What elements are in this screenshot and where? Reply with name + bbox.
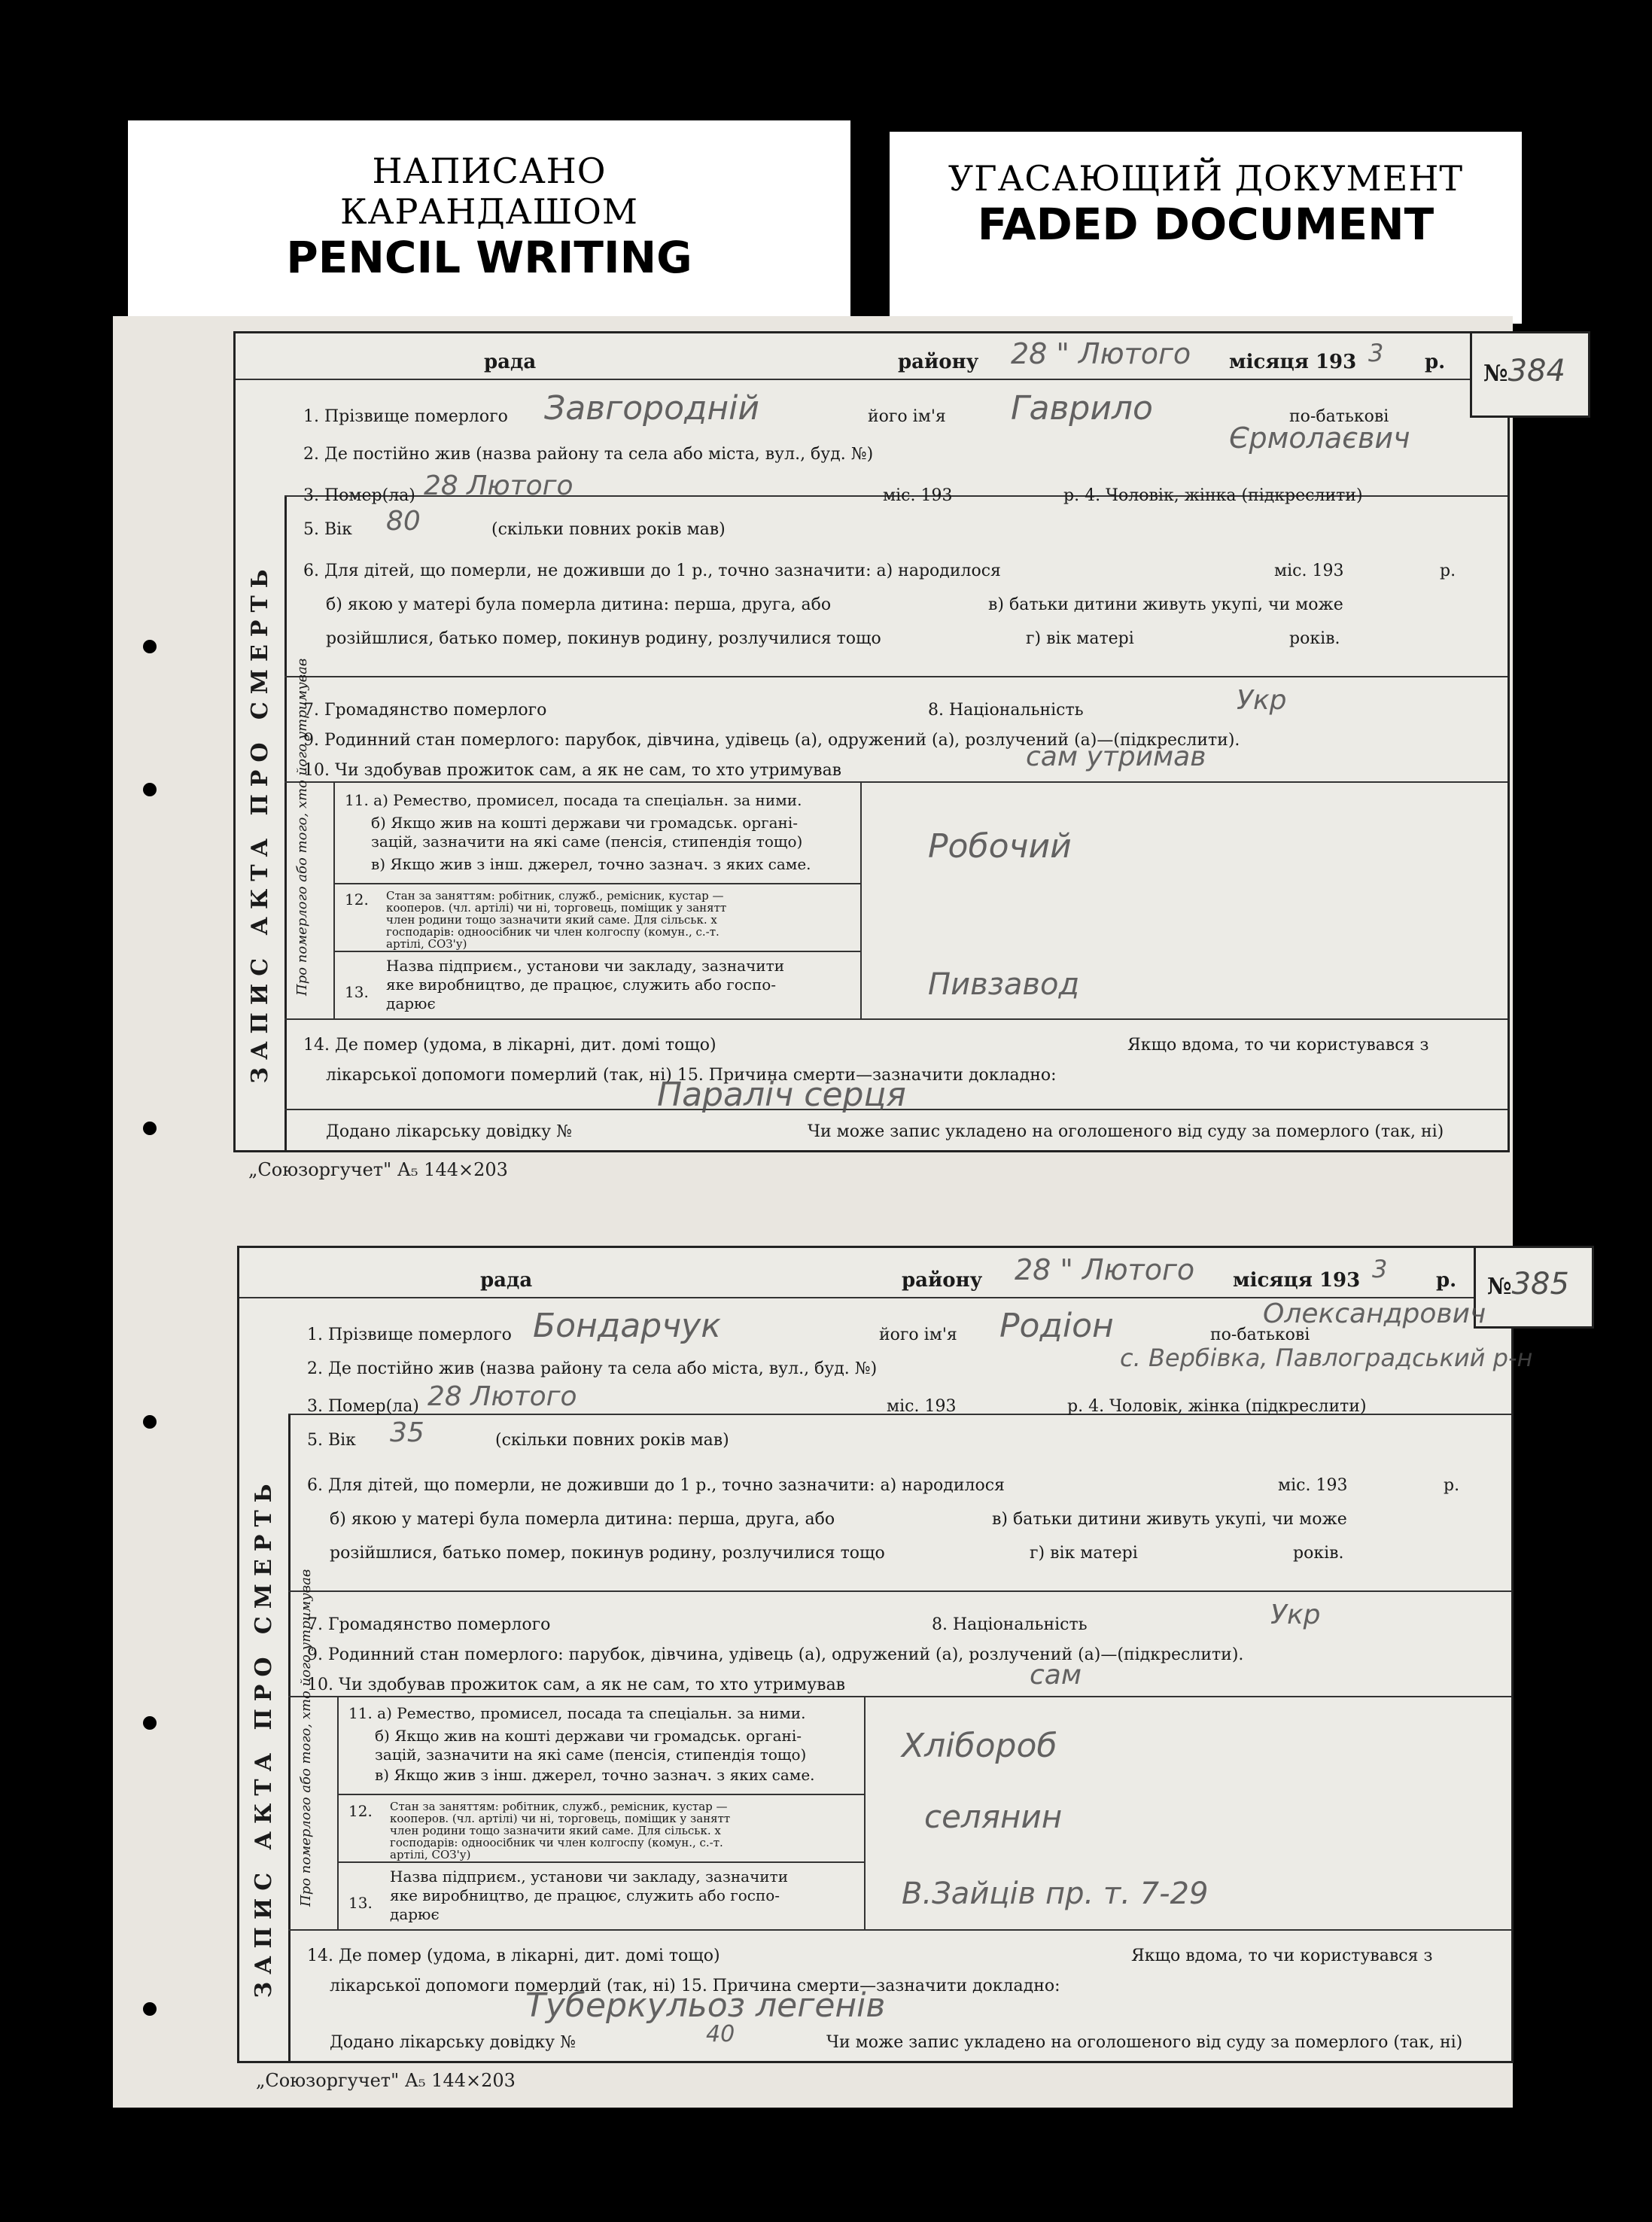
field-child-born-label: 6. Для дітей, що померли, не доживши до 1 р., точно зазначити: а) народилося: [303, 562, 1001, 580]
header-date: 28 " Лютого: [1011, 337, 1191, 370]
field-occupation: Хлібороб: [902, 1727, 1057, 1765]
field-month-label: міс. 193: [883, 486, 953, 505]
field-status-label-5: артілі, СОЗ'у): [386, 937, 467, 951]
field-nationality: Укр: [1270, 1600, 1321, 1630]
field-workplace-label-3: дарює: [386, 994, 436, 1012]
binding-hole: [143, 783, 157, 796]
field-status-label-4: господарів: одноосібник чи член колгоспу (комун., с.-т.: [386, 925, 720, 939]
label-en: FADED DOCUMENT: [977, 199, 1434, 250]
field-citizenship-label: 7. Громадянство померлого: [303, 701, 547, 720]
binding-hole: [143, 1415, 157, 1429]
death-record-385: [237, 1246, 1569, 2063]
label-ru-line2: КАРАНДАШОМ: [340, 191, 638, 232]
field-marital-label: 9. Родинний стан померлого: парубок, дівчина, удівець (а), одружений (а), розлучений (а)—(підкреслити).: [307, 1645, 1244, 1664]
field-status-label-2: кооперов. (чл. артілі) чи ні, торговець, поміщик у занятт: [390, 1812, 731, 1825]
field-support: сам: [1030, 1660, 1082, 1691]
field-status-label-1: Стан за заняттям: робітник, служб., ремісник, кустар —: [386, 889, 724, 902]
field-patronymic-label: по-батькові: [1289, 407, 1389, 426]
field-surname-label: 1. Прізвище померлого: [303, 407, 508, 426]
field-trade-label: 11. а) Ремество, промисел, посада та спеціальн. за ними.: [348, 1704, 806, 1722]
header-r: р.: [1436, 1269, 1457, 1292]
header-rayonu: району: [898, 351, 979, 373]
field-workplace-label-3: дарює: [390, 1905, 440, 1923]
field-residence-label: 2. Де постійно жив (назва району та села або міста, вул., буд. №): [307, 1359, 878, 1378]
field-mother-age-label: г) вік матері: [1026, 629, 1134, 648]
field-patronymic: Олександрович: [1263, 1298, 1486, 1329]
record-number: 384: [1507, 354, 1565, 388]
binding-hole: [143, 2002, 157, 2016]
field-sex-label: р. 4. Чоловік, жінка (підкреслити): [1063, 486, 1363, 505]
field-marital-label: 9. Родинний стан померлого: парубок, дівчина, удівець (а), одружений (а), розлучений (а)—(підкреслити).: [303, 731, 1240, 750]
field-cause: Туберкульоз легенів: [525, 1986, 886, 2025]
field-child-born-label: 6. Для дітей, що померли, не доживши до 1 р., точно зазначити: а) народилося: [307, 1476, 1005, 1495]
field-nationality-label: 8. Національність: [928, 701, 1084, 720]
field-child-month-label: міс. 193: [1274, 562, 1344, 580]
side-subheading: Про померлого або того, хто його утримував: [298, 1569, 314, 1907]
field-occupation: Робочий: [928, 827, 1072, 866]
field-age-label: 5. Вік: [307, 1431, 356, 1450]
field-trade-label: 11. а) Ремество, промисел, посада та спеціальн. за ними.: [345, 791, 802, 809]
label-ru: УГАСАЮЩИЙ ДОКУМЕНТ: [948, 158, 1464, 199]
field-child-month-label: міс. 193: [1278, 1476, 1348, 1495]
death-record-384: [233, 331, 1565, 1152]
field-court-label: Чи може запис укладено на оголошеного від суду за померлого (так, ні): [826, 2033, 1463, 2052]
field-child-year-label: р.: [1444, 1476, 1460, 1495]
field-death-date-label: 3. Помер(ла): [303, 486, 415, 505]
binding-hole: [143, 640, 157, 653]
field-certificate-label: Додано лікарську довідку №: [326, 1122, 572, 1141]
field-state-label-2: зацій, зазначити на які саме (пенсія, стипендія тощо): [375, 1746, 807, 1764]
field-support-label: 10. Чи здобував прожиток сам, а як не сам, то хто утримував: [303, 761, 842, 780]
field-status-label-3: член родини тощо зазначити який саме. Для сільськ. х: [390, 1824, 721, 1837]
field-home-label: Якщо вдома, то чи користувався з: [1127, 1036, 1429, 1055]
field-patronymic: Єрмолаєвич: [1229, 422, 1410, 455]
header-rada: рада: [480, 1269, 533, 1292]
field-other-label: в) Якщо жив з інш. джерел, точно зазнач. з яких саме.: [375, 1766, 815, 1784]
field-parents-label-2: розійшлися, батько помер, покинув родину, розлучилися тощо: [330, 1544, 885, 1563]
field-workplace-num: 13.: [345, 983, 369, 1001]
header-month: місяця 193: [1233, 1269, 1361, 1292]
field-age: 80: [386, 506, 421, 537]
field-status-label-4: господарів: одноосібник чи член колгоспу (комун., с.-т.: [390, 1836, 723, 1849]
field-status-label-1: Стан за заняттям: робітник, служб., ремісник, кустар —: [390, 1800, 728, 1813]
header-year: 3: [1372, 1255, 1388, 1283]
field-workplace: В.Зайців пр. т. 7-29: [902, 1877, 1209, 1911]
field-place-label: 14. Де помер (удома, в лікарні, дит. домі тощо): [307, 1947, 720, 1965]
field-certificate-label: Додано лікарську довідку №: [330, 2033, 576, 2052]
field-cause-label: лікарської допомоги померлий (так, ні) 15. Причина смерти—зазначити докладно:: [326, 1066, 1057, 1085]
field-death-date: 28 Лютого: [424, 470, 573, 501]
field-age-label: 5. Вік: [303, 520, 352, 539]
field-sex-label: р. 4. Чоловік, жінка (підкреслити): [1067, 1397, 1367, 1416]
document-sheet: [113, 316, 1569, 2108]
field-support-label: 10. Чи здобував прожиток сам, а як не сам, то хто утримував: [307, 1676, 846, 1694]
field-month-label: міс. 193: [887, 1397, 957, 1416]
field-age-hint: (скільки повних років мав): [495, 1431, 729, 1450]
form-caption: „Союзоргучет" А₅ 144×203: [248, 1159, 508, 1180]
faded-document-label: [890, 132, 1522, 324]
record-number-box: [1470, 331, 1590, 418]
field-state-label: б) Якщо жив на коштi держави чи громадськ. органі-: [375, 1727, 802, 1745]
form-caption: „Союзоргучет" А₅ 144×203: [256, 2070, 516, 2091]
field-child-order-label: б) якою у матері була померла дитина: перша, друга, або: [330, 1510, 835, 1529]
header-month: місяця 193: [1229, 351, 1357, 373]
field-cause: Параліч серця: [657, 1076, 906, 1114]
field-home-label: Якщо вдома, то чи користувався з: [1131, 1947, 1433, 1965]
record-sidebar: ЗАПИС АКТА ПРО СМЕРТЬ: [239, 1414, 291, 2061]
field-residence-label: 2. Де постійно жив (назва району та села або міста, вул., буд. №): [303, 445, 874, 464]
label-ru-line1: НАПИСАНО: [372, 151, 607, 191]
field-status-num: 12.: [348, 1802, 373, 1820]
header-rayonu: району: [902, 1269, 983, 1292]
field-age-hint: (скільки повних років мав): [491, 520, 726, 539]
record-number-box: [1474, 1246, 1594, 1329]
header-date: 28 " Лютого: [1015, 1253, 1195, 1286]
field-name-label: його ім'я: [868, 407, 946, 426]
field-death-date: 28 Лютого: [427, 1381, 577, 1412]
side-subheading: Про померлого або того, хто його утримував: [294, 658, 310, 996]
field-surname-label: 1. Прізвище померлого: [307, 1326, 512, 1344]
label-en: PENCIL WRITING: [286, 232, 692, 283]
field-name: Родіон: [999, 1307, 1114, 1345]
record-number: 385: [1511, 1267, 1569, 1301]
field-workplace-label-2: яке виробництво, де працює, служить або госпо-: [386, 976, 777, 994]
field-patronymic-label: по-батькові: [1210, 1326, 1310, 1344]
header-rada: рада: [484, 351, 537, 373]
number-sign: №: [1487, 1274, 1512, 1300]
field-workplace-num: 13.: [348, 1894, 373, 1912]
field-workplace-label-2: яке виробництво, де працює, служить або госпо-: [390, 1886, 780, 1904]
field-state-label: б) Якщо жив на коштi держави чи громадськ. органі-: [371, 814, 799, 832]
binding-hole: [143, 1716, 157, 1730]
field-certificate: 40: [706, 2021, 735, 2047]
field-parents-label: в) батьки дитини живуть укупі, чи може: [988, 595, 1343, 614]
field-citizenship-label: 7. Громадянство померлого: [307, 1615, 551, 1634]
field-age: 35: [390, 1417, 424, 1448]
field-nationality-label: 8. Національність: [932, 1615, 1088, 1634]
field-workplace-label-1: Назва підприєм., установи чи закладу, зазначити: [386, 957, 785, 975]
header-r: р.: [1425, 351, 1446, 373]
field-name-label: його ім'я: [879, 1326, 957, 1344]
field-death-date-label: 3. Помер(ла): [307, 1397, 419, 1416]
field-child-year-label: р.: [1440, 562, 1456, 580]
field-workplace-label-1: Назва підприєм., установи чи закладу, зазначити: [390, 1867, 789, 1886]
field-status-label-5: артілі, СОЗ'у): [390, 1848, 471, 1861]
field-residence: с. Вербівка, Павлоградський р-н: [1120, 1344, 1533, 1372]
field-surname: Завгородній: [544, 389, 759, 428]
field-years-label: років.: [1289, 629, 1340, 648]
field-other-label: в) Якщо жив з інш. джерел, точно зазнач. з яких саме.: [371, 855, 811, 873]
field-state-label-2: зацій, зазначити на які саме (пенсія, стипендія тощо): [371, 832, 803, 851]
field-status-num: 12.: [345, 890, 369, 909]
field-status: селянин: [924, 1798, 1063, 1835]
record-sidebar: ЗАПИС АКТА ПРО СМЕРТЬ: [236, 495, 287, 1150]
field-place-label: 14. Де помер (удома, в лікарні, дит. домі тощо): [303, 1036, 716, 1055]
field-parents-label-2: розійшлися, батько помер, покинув родину, розлучилися тощо: [326, 629, 881, 648]
pencil-writing-label: [128, 120, 850, 324]
field-parents-label: в) батьки дитини живуть укупі, чи може: [992, 1510, 1347, 1529]
field-support: сам утримав: [1026, 741, 1206, 772]
field-name: Гаврило: [1011, 389, 1153, 428]
binding-hole: [143, 1122, 157, 1135]
field-workplace: Пивзавод: [928, 967, 1080, 1002]
field-status-label-3: член родини тощо зазначити який саме. Для сільськ. х: [386, 913, 717, 927]
header-year: 3: [1368, 339, 1384, 367]
number-sign: №: [1483, 361, 1508, 387]
field-court-label: Чи може запис укладено на оголошеного від суду за померлого (так, ні): [808, 1122, 1444, 1141]
field-surname: Бондарчук: [533, 1307, 721, 1345]
field-child-order-label: б) якою у матері була померла дитина: перша, друга, або: [326, 595, 832, 614]
field-mother-age-label: г) вік матері: [1030, 1544, 1138, 1563]
field-nationality: Укр: [1237, 685, 1287, 716]
field-years-label: років.: [1293, 1544, 1344, 1563]
field-status-label-2: кооперов. (чл. артілі) чи ні, торговець, поміщик у занятт: [386, 901, 727, 915]
field-cause-label: лікарської допомоги померлий (так, ні) 15. Причина смерти—зазначити докладно:: [330, 1977, 1060, 1995]
